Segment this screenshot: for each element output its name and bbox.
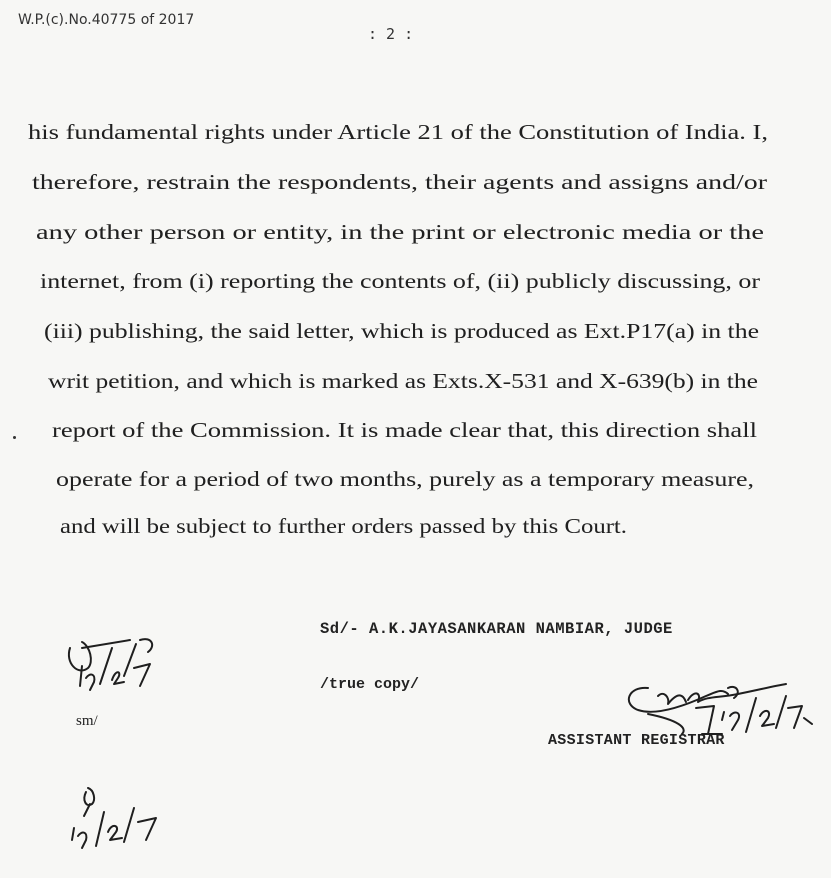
case-number: W.P.(c).No.40775 of 2017 bbox=[18, 12, 195, 28]
page-number: : 2 : bbox=[368, 25, 414, 43]
stray-mark bbox=[13, 436, 16, 439]
body-line: operate for a period of two months, purely as a temporary measure, bbox=[56, 467, 754, 491]
body-line: (iii) publishing, the said letter, which is produced as Ext.P17(a) in the bbox=[44, 319, 759, 343]
judge-signature-line: Sd/- A.K.JAYASANKARAN NAMBIAR, JUDGE bbox=[320, 620, 673, 638]
clerk-initials: sm/ bbox=[76, 713, 98, 729]
registrar-designation: ASSISTANT REGISTRAR bbox=[548, 732, 725, 749]
body-line: his fundamental rights under Article 21 of the Constitution of India. I, bbox=[28, 120, 768, 144]
body-line: any other person or entity, in the print or electronic media or the bbox=[36, 220, 764, 244]
registrar-signature bbox=[618, 668, 823, 740]
handwritten-date-top-left bbox=[60, 628, 170, 698]
body-line: writ petition, and which is marked as Exts.X-531 and X-639(b) in the bbox=[48, 369, 758, 393]
body-line: and will be subject to further orders passed by this Court. bbox=[60, 514, 627, 538]
body-line: internet, from (i) reporting the contents of, (ii) publicly discussing, or bbox=[40, 269, 760, 293]
body-line: report of the Commission. It is made clear that, this direction shall bbox=[52, 418, 757, 442]
body-line: therefore, restrain the respondents, their agents and assigns and/or bbox=[32, 170, 767, 194]
handwritten-date-bottom-left bbox=[62, 782, 172, 857]
true-copy-label: /true copy/ bbox=[320, 676, 420, 693]
